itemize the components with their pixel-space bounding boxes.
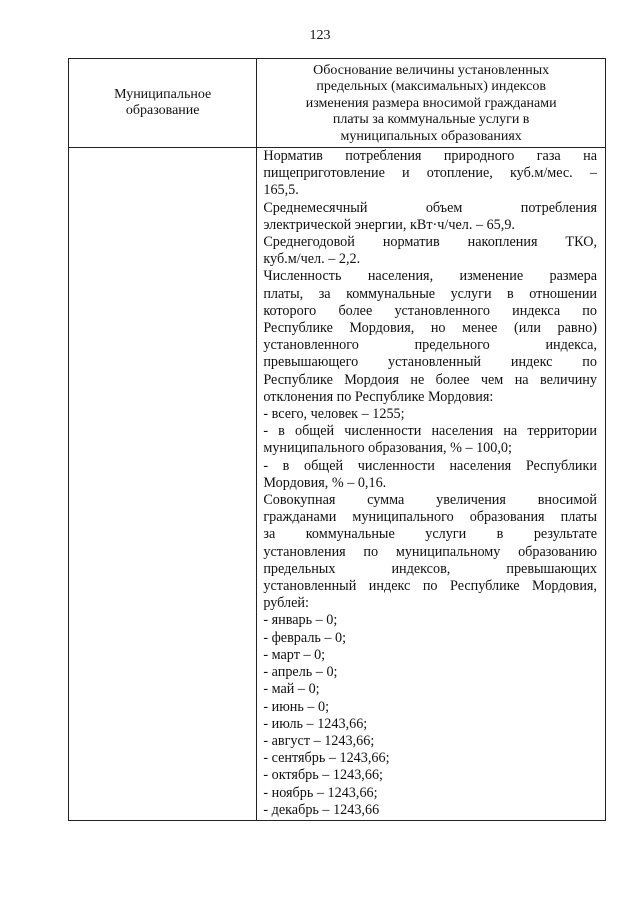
justification-table [68, 58, 606, 821]
text-line: - январь – 0; [263, 612, 338, 629]
page-number: 123 [309, 28, 331, 43]
text-line: установленного предельного индекса, [263, 337, 597, 354]
header-justification [257, 59, 606, 148]
text-line: 165,5. [263, 182, 299, 199]
text-line: - всего, человек – 1255; [263, 406, 405, 423]
municipality-cell [69, 148, 257, 821]
header-right-line: Обоснование величины установленных [313, 62, 550, 78]
text-line: за коммунальные услуги в результате [263, 526, 597, 543]
header-left-line: Муниципальное [114, 87, 212, 102]
text-line: которого более установленного индекса по [263, 302, 597, 319]
text-line: - август – 1243,66; [263, 732, 375, 749]
text-line: муниципального образования, % – 100,0; [263, 440, 512, 457]
text-line: Республике Мордоия не более чем на величину [263, 371, 597, 388]
text-line: - март – 0; [263, 646, 326, 663]
table-header-row [69, 59, 606, 148]
text-line: куб.м/чел. – 2,2. [263, 251, 361, 268]
text-line: - в общей численности населения Республики [263, 457, 597, 474]
text-line: - май – 0; [263, 681, 320, 698]
header-municipality [69, 59, 257, 148]
header-right-line: муниципальных образованиях [340, 128, 522, 144]
text-line: - декабрь – 1243,66 [263, 801, 380, 818]
text-line: - февраль – 0; [263, 629, 347, 646]
text-line: пищеприготовление и отопление, куб.м/мес. – [263, 165, 597, 182]
text-line: - сентябрь – 1243,66; [263, 750, 390, 767]
text-line: платы, за коммунальные услуги в отношении [263, 285, 597, 302]
text-line: отклонения по Республике Мордовия: [263, 388, 494, 405]
text-line: - в общей численности населения на территории [263, 423, 597, 440]
text-line: Среднемесячный объем потребления [263, 199, 597, 216]
text-line: установления по муниципальному образованию [263, 543, 597, 560]
text-line: Численность населения, изменение размера [263, 268, 597, 285]
text-line: превышающего установленный индекс по [263, 354, 597, 371]
header-left-line: образование [125, 103, 200, 118]
text-line: - июль – 1243,66; [263, 715, 368, 732]
text-line: Среднегодовой норматив накопления ТКО, [263, 234, 597, 251]
text-line: рублей: [263, 595, 309, 612]
text-line: - ноябрь – 1243,66; [263, 784, 378, 801]
justification-cell [257, 148, 606, 821]
header-right-line: платы за коммунальные услуги в [332, 112, 530, 128]
text-line: гражданами муниципального образования платы [263, 509, 597, 526]
text-line: - октябрь – 1243,66; [263, 767, 383, 784]
header-right-line: предельных (максимальных) индексов [316, 79, 546, 95]
text-line: - апрель – 0; [263, 664, 338, 681]
header-right-line: изменения размера вносимой гражданами [305, 95, 557, 111]
text-line: Совокупная сумма увеличения вносимой [263, 492, 597, 509]
text-line: - июнь – 0; [263, 698, 330, 715]
text-line: установленный индекс по Республике Мордовия, [263, 578, 597, 595]
table-body-row [69, 148, 606, 821]
text-line: Мордовия, % – 0,16. [263, 474, 387, 491]
text-line: электрической энергии, кВт·ч/чел. – 65,9. [263, 216, 515, 233]
text-line: Республике Мордовия, но менее (или равно) [263, 320, 597, 337]
text-line: Норматив потребления природного газа на [263, 148, 597, 164]
text-line: предельных индексов, превышающих [263, 560, 597, 577]
